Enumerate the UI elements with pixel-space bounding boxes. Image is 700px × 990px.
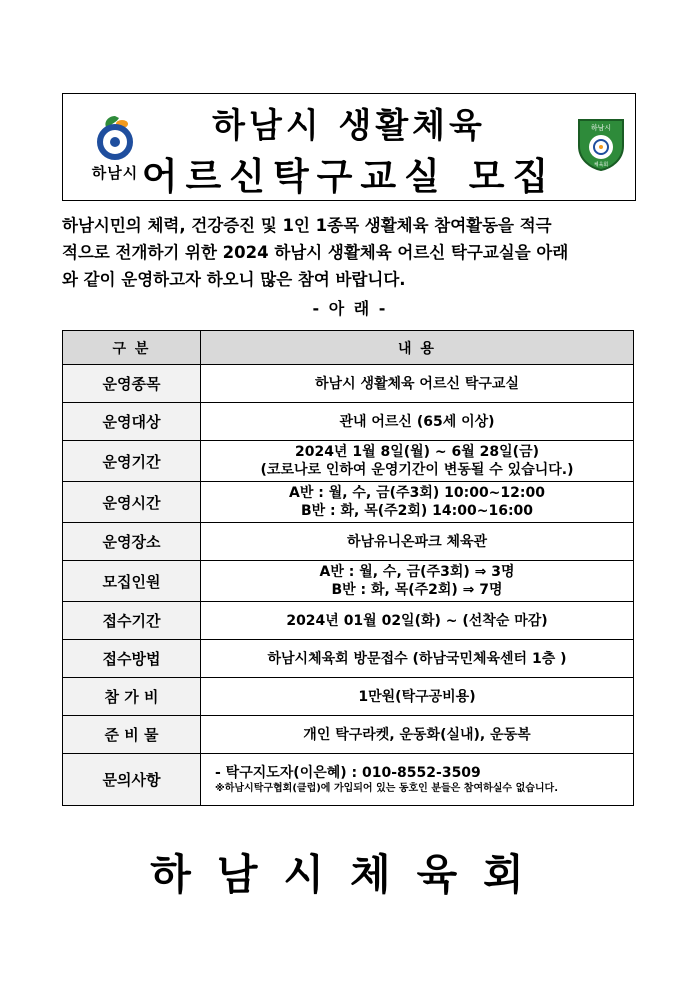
table-row xyxy=(63,441,634,482)
info-table xyxy=(62,330,634,806)
row-text: 1만원(탁구공비용) xyxy=(358,688,476,705)
row-label: 운영기간 xyxy=(63,441,201,482)
emblem-text: 하남시 xyxy=(590,124,612,132)
notice-heading: - 아 래 - xyxy=(312,299,388,318)
contact-note: ※하남시탁구협회(클럽)에 가입되어 있는 동호인 분들은 참여하실수 없습니다. xyxy=(215,782,559,794)
row-label: 운영종목 xyxy=(63,365,201,403)
title-box xyxy=(62,93,636,201)
row-content xyxy=(201,523,634,561)
city-logo-text: 하남시 xyxy=(91,164,139,182)
table-row xyxy=(63,640,634,678)
table-header-row xyxy=(63,331,634,365)
sports-council-emblem xyxy=(575,116,627,172)
row-text: 개인 탁구라켓, 운동화(실내), 운동복 xyxy=(303,726,531,743)
table-row xyxy=(63,754,634,806)
row-content xyxy=(201,640,634,678)
row-content xyxy=(201,403,634,441)
row-text: A반 : 월, 수, 금(주3회) 10:00~12:00 xyxy=(289,485,545,501)
row-text: 2024년 1월 8일(월) ~ 6월 28일(금) xyxy=(294,444,540,460)
row-content xyxy=(201,365,634,403)
table-row xyxy=(63,678,634,716)
row-content xyxy=(201,716,634,754)
row-label: 접수기간 xyxy=(63,602,201,640)
emblem-subtext: 체육회 xyxy=(593,162,609,168)
table-row xyxy=(63,561,634,602)
row-text: 2024년 01월 02일(화) ~ (선착순 마감) xyxy=(286,612,548,629)
row-content xyxy=(201,602,634,640)
row-label: 접수방법 xyxy=(63,640,201,678)
row-text: 하남유니온파크 체육관 xyxy=(346,533,488,550)
row-label: 모집인원 xyxy=(63,561,201,602)
header-content-cell: 내 용 xyxy=(201,331,634,365)
row-content xyxy=(201,561,634,602)
table-row xyxy=(63,403,634,441)
intro-paragraph xyxy=(62,212,640,293)
shield-emblem-icon xyxy=(575,116,627,172)
page-title-line1: 하남시 생활체육 xyxy=(212,106,486,146)
table-row xyxy=(63,602,634,640)
organization-signature: 하남시체육회 xyxy=(150,850,550,899)
table-row xyxy=(63,523,634,561)
intro-line: 하남시민의 체력, 건강증진 및 1인 1종목 생활체육 참여활동을 적극 xyxy=(62,216,552,235)
row-text: B반 : 화, 목(주2회) 14:00~16:00 xyxy=(300,503,534,519)
row-text: A반 : 월, 수, 금(주3회) ⇒ 3명 xyxy=(319,564,515,580)
table-row xyxy=(63,365,634,403)
row-label: 참 가 비 xyxy=(63,678,201,716)
row-label: 운영장소 xyxy=(63,523,201,561)
row-text: B반 : 화, 목(주2회) ⇒ 7명 xyxy=(331,582,503,598)
row-label: 운영시간 xyxy=(63,482,201,523)
row-content xyxy=(201,441,634,482)
row-text: 하남시 생활체육 어르신 탁구교실 xyxy=(315,375,519,392)
row-content xyxy=(201,754,634,806)
row-content xyxy=(201,482,634,523)
row-content xyxy=(201,678,634,716)
row-text: 관내 어르신 (65세 이상) xyxy=(339,413,495,430)
row-label: 문의사항 xyxy=(63,754,201,806)
contact-line: - 탁구지도자(이은혜) : 010-8552-3509 xyxy=(215,764,481,781)
row-label: 운영대상 xyxy=(63,403,201,441)
page-title-line2: 어르신탁구교실 모집 xyxy=(141,155,557,198)
table-row xyxy=(63,482,634,523)
row-text: 하남시체육회 방문접수 (하남국민체육센터 1층 ) xyxy=(267,650,567,667)
intro-line: 와 같이 운영하고자 하오니 많은 참여 바랍니다. xyxy=(62,270,406,289)
row-text: (코로나로 인하여 운영기간이 변동될 수 있습니다.) xyxy=(260,462,574,478)
intro-line: 적으로 전개하기 위한 2024 하남시 생활체육 어르신 탁구교실을 아래 xyxy=(62,243,569,262)
row-label: 준 비 물 xyxy=(63,716,201,754)
table-row xyxy=(63,716,634,754)
header-label-cell: 구 분 xyxy=(63,331,201,365)
